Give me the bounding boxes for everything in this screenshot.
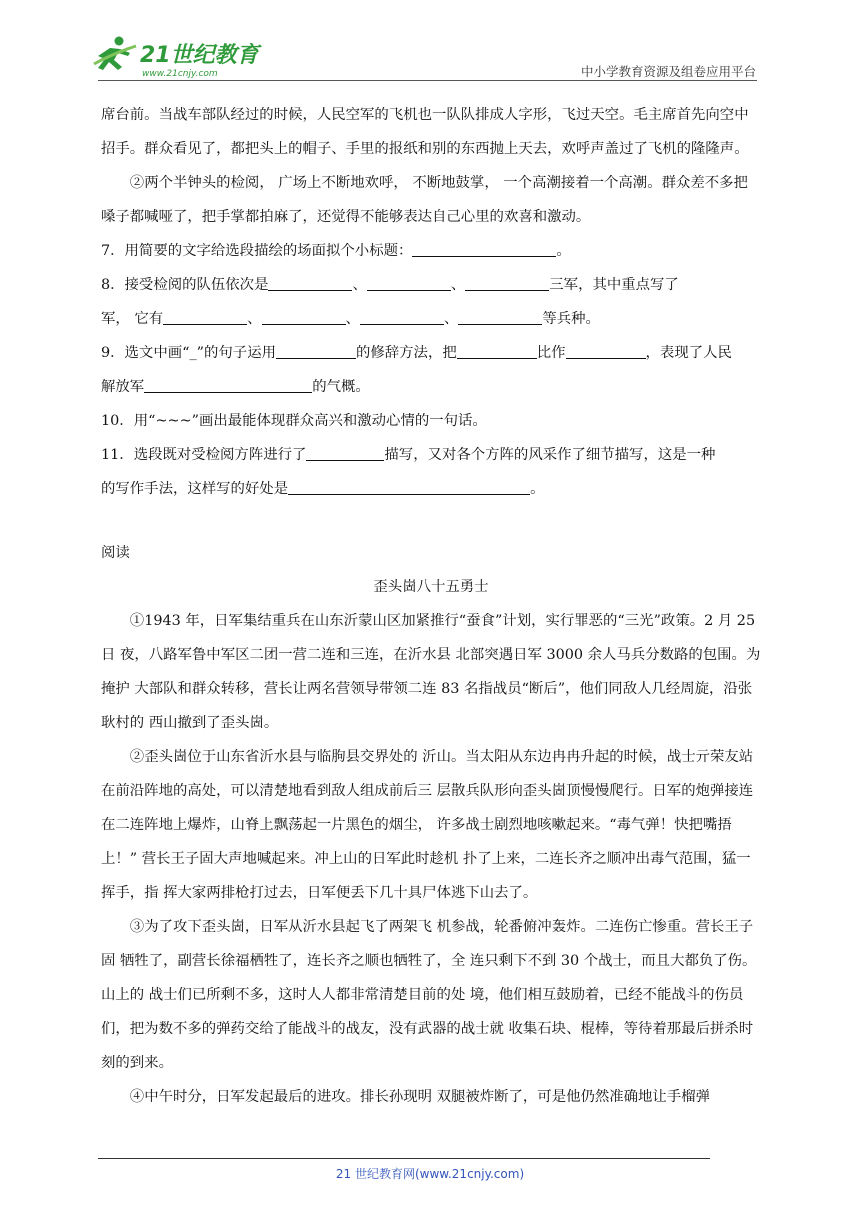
answer-blank[interactable] <box>360 310 444 325</box>
question-8-continued: 军， 它有 、 、 、 等兵种。 <box>101 311 600 327</box>
answer-blank[interactable] <box>288 480 530 495</box>
footer-text: 21 世纪教育网(www.21cnjy.com) <box>335 1167 525 1181</box>
passage-paragraph-2: ②两个半钟头的检阅， 广场上不断地欢呼， 不断地鼓掌， 一个高潮接着一个高潮。群众差不多把嗓子都喊哑了，把手掌都拍麻了，还觉得不能够表达自己心里的欢喜和激动。 <box>101 175 748 225</box>
article-paragraph-3: ③为了攻下歪头崮，日军从沂水县起飞了两架飞 机参战，轮番俯冲轰炸。二连伤亡惨重。营长王子固 牺牲了，副营长徐福栖牲了，连长齐之顺也牺牲了，全 连只剩下不到 30 个战士，而且大都负了伤。山上的 战士们已所剩不多，这时人人都非常清楚目前的处 境，他们相互鼓励着，已经不能战斗的伤员们，把为数不多的弹药交给了能战斗的战友，没有武器的战士就 收集石块、棍棒，等待着那最后拼杀时刻的到来。 <box>101 919 757 1071</box>
answer-blank[interactable] <box>465 276 549 291</box>
footer-divider <box>98 1158 710 1159</box>
answer-blank[interactable] <box>367 276 451 291</box>
document-body <box>101 98 761 1114</box>
answer-blank[interactable] <box>566 344 646 359</box>
answer-blank[interactable] <box>276 344 356 359</box>
runner-logo-icon <box>94 37 136 71</box>
answer-blank[interactable] <box>412 242 556 257</box>
question-11: 11．选段既对受检阅方阵进行了 描写，又对各个方阵的风采作了细节描写，这是一种 <box>101 447 716 463</box>
answer-blank[interactable] <box>144 378 312 393</box>
article-paragraph-2: ②歪头崮位于山东省沂水县与临朐县交界处的 沂山。当太阳从东边冉冉升起的时候，战士亓荣友站 在前沿阵地的高处，可以清楚地看到敌人组成前后三 层散兵队形向歪头崮顶慢慢爬行。日军的炮弹接连 在二连阵地上爆炸，山脊上飘荡起一片黑色的烟尘， 许多战士剧烈地咳嗽起来。“毒气弹！快把嘴捂上！” 营长王子固大声地喊起来。冲上山的日军此时趁机 扑了上来，二连长齐之顺冲出毒气范围，猛一挥手，指 挥大家两排枪打过去，日军便丢下几十具尸体逃下山去了。 <box>101 749 754 901</box>
answer-blank[interactable] <box>268 276 352 291</box>
answer-blank[interactable] <box>163 310 247 325</box>
reading-label: 阅读 <box>101 545 130 561</box>
question-10: 10．用“~~~”画出最能体现群众高兴和激动心情的一句话。 <box>101 413 487 429</box>
article-title: 歪头崮八十五勇士 <box>373 579 489 595</box>
answer-blank[interactable] <box>306 446 384 461</box>
article-paragraph-1: ①1943 年，日军集结重兵在山东沂蒙山区加紧推行“蚕食”计划，实行罪恶的“三光”政策。2 月 25 日 夜，八路军鲁中军区二团一营二连和三连，在沂水县 北部突遇日军 3000 余人马兵分数路的包围。为掩护 大部队和群众转移，营长让两名营领导带领二连 83 名指战员“断后”，他们同敌人几经周旋，沿张耿村的 西山撤到了歪头崮。 <box>101 613 761 731</box>
logo-text: 21世纪教育 <box>140 43 259 68</box>
header-divider <box>98 80 757 81</box>
answer-blank[interactable] <box>458 310 542 325</box>
answer-blank[interactable] <box>262 310 346 325</box>
question-11-continued: 的写作手法，这样写的好处是 。 <box>101 481 545 497</box>
logo-url: www.21cnjy.com <box>142 69 218 79</box>
passage-paragraph-1: 席台前。当战车部队经过的时候，人民空军的飞机也一队队排成人字形，飞过天空。毛主席首先向空中招手。群众看见了，都把头上的帽子、手里的报纸和别的东西抛上天去，欢呼声盖过了飞机的隆隆声。 <box>101 107 749 157</box>
platform-name: 中小学教育资源及组卷应用平台 <box>580 64 756 79</box>
article-paragraph-4: ④中午时分，日军发起最后的进攻。排长孙现明 双腿被炸断了，可是他仍然准确地让手榴弹 <box>129 1089 710 1105</box>
answer-blank[interactable] <box>457 344 537 359</box>
question-7: 7．用简要的文字给选段描绘的场面拟个小标题： 。 <box>101 243 571 259</box>
question-9-continued: 解放军 的气概。 <box>101 379 370 395</box>
question-9: 9．选文中画“_”的句子运用 的修辞方法，把 比作 ，表现了人民 <box>101 345 732 361</box>
question-8: 8．接受检阅的队伍依次是 、 、 三军，其中重点写了 <box>101 277 679 293</box>
logo <box>92 34 262 80</box>
